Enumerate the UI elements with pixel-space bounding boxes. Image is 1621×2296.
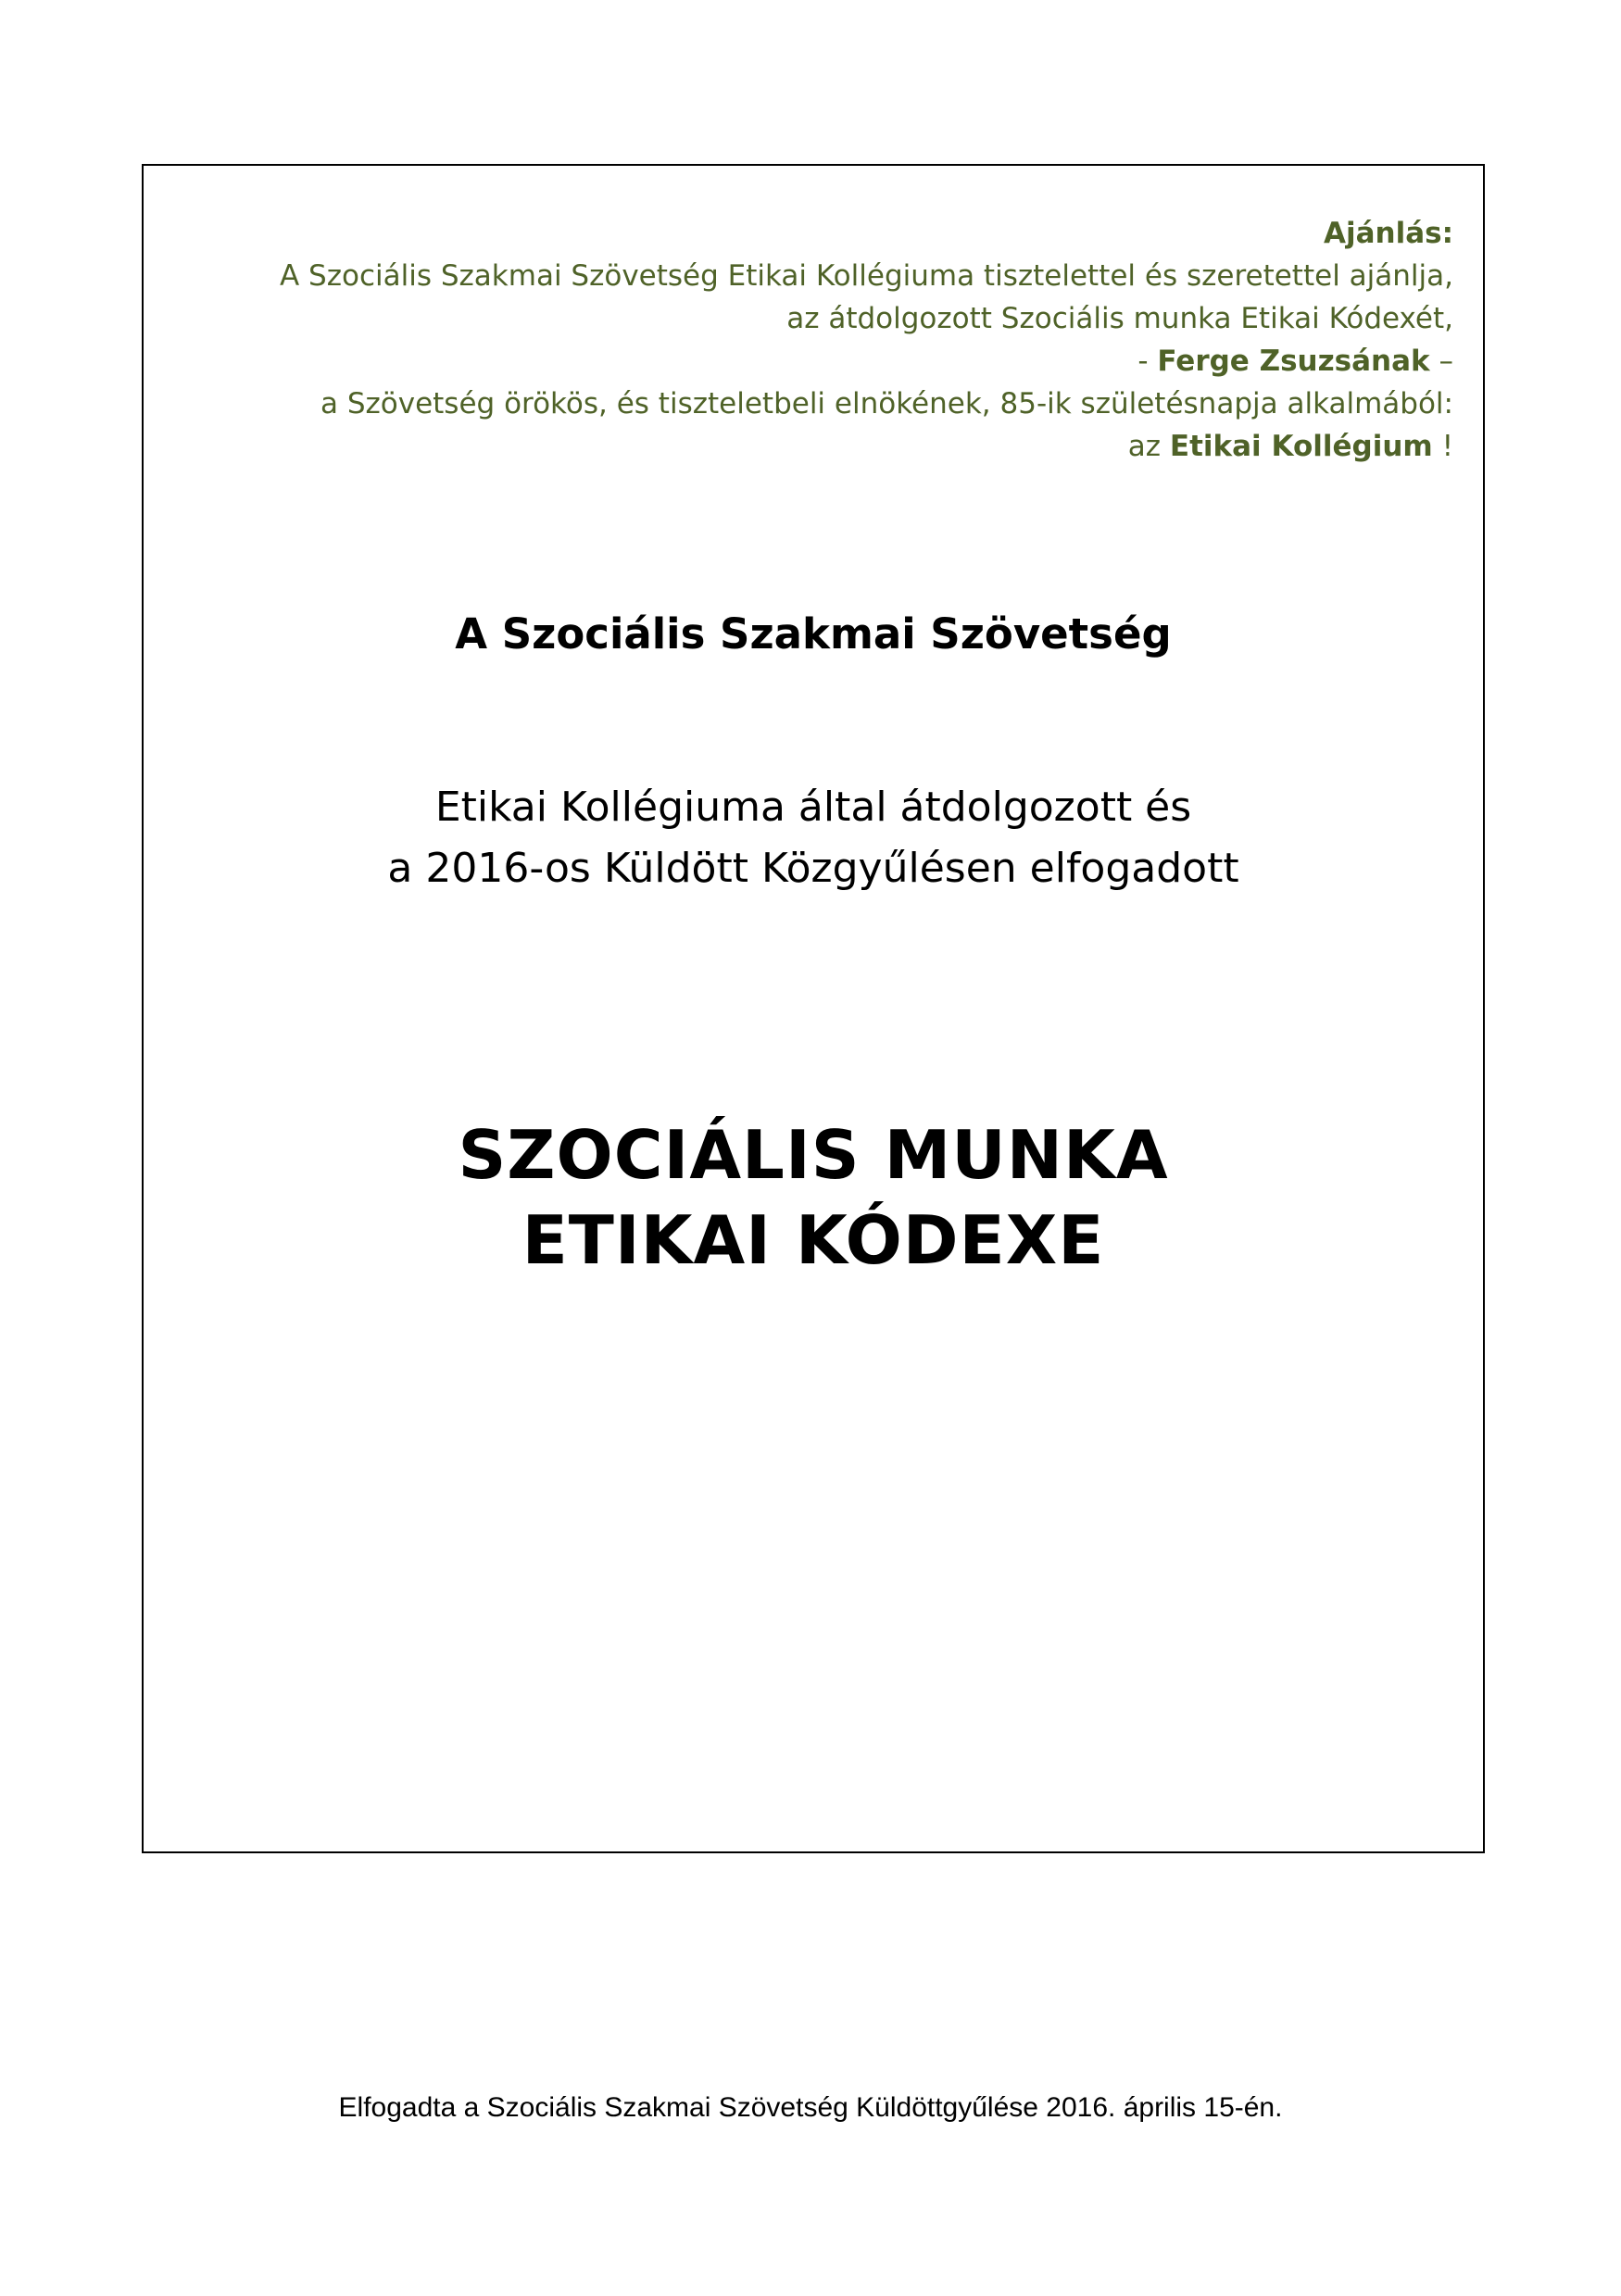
subtitle-block	[144, 777, 1483, 899]
main-title	[144, 1112, 1483, 1283]
dedication-block	[157, 212, 1453, 468]
dedication-line-3: - Ferge Zsuzsának –	[1137, 345, 1453, 378]
dedication-line-4: a Szövetség örökös, és tiszteletbeli elnökének, 85-ik születésnapja alkalmából:	[320, 387, 1453, 420]
organization-title: A Szociális Szakmai Szövetség	[455, 609, 1172, 659]
title-frame	[142, 164, 1485, 1853]
college-name: Etikai Kollégium	[1169, 430, 1433, 463]
subtitle-line-2: a 2016-os Küldött Közgyűlésen elfogadott	[387, 845, 1239, 892]
dedication-heading: Ajánlás:	[1324, 217, 1453, 250]
dedication-line-2: az átdolgozott Szociális munka Etikai Kódexét,	[786, 302, 1453, 335]
honoree-name: Ferge Zsuzsának	[1157, 345, 1430, 378]
adoption-note: Elfogadta a Szociális Szakmai Szövetség Küldöttgyűlése 2016. április 15-én.	[338, 2092, 1283, 2123]
dedication-line-1: A Szociális Szakmai Szövetség Etikai Kollégiuma tisztelettel és szeretettel ajánlja,	[280, 259, 1453, 293]
main-title-line-1: SZOCIÁLIS MUNKA	[458, 1116, 1169, 1194]
subtitle-line-1: Etikai Kollégiuma által átdolgozott és	[434, 784, 1192, 831]
main-title-line-2: ETIKAI KÓDEXE	[521, 1201, 1105, 1279]
dedication-line-5: az Etikai Kollégium !	[1127, 430, 1453, 463]
